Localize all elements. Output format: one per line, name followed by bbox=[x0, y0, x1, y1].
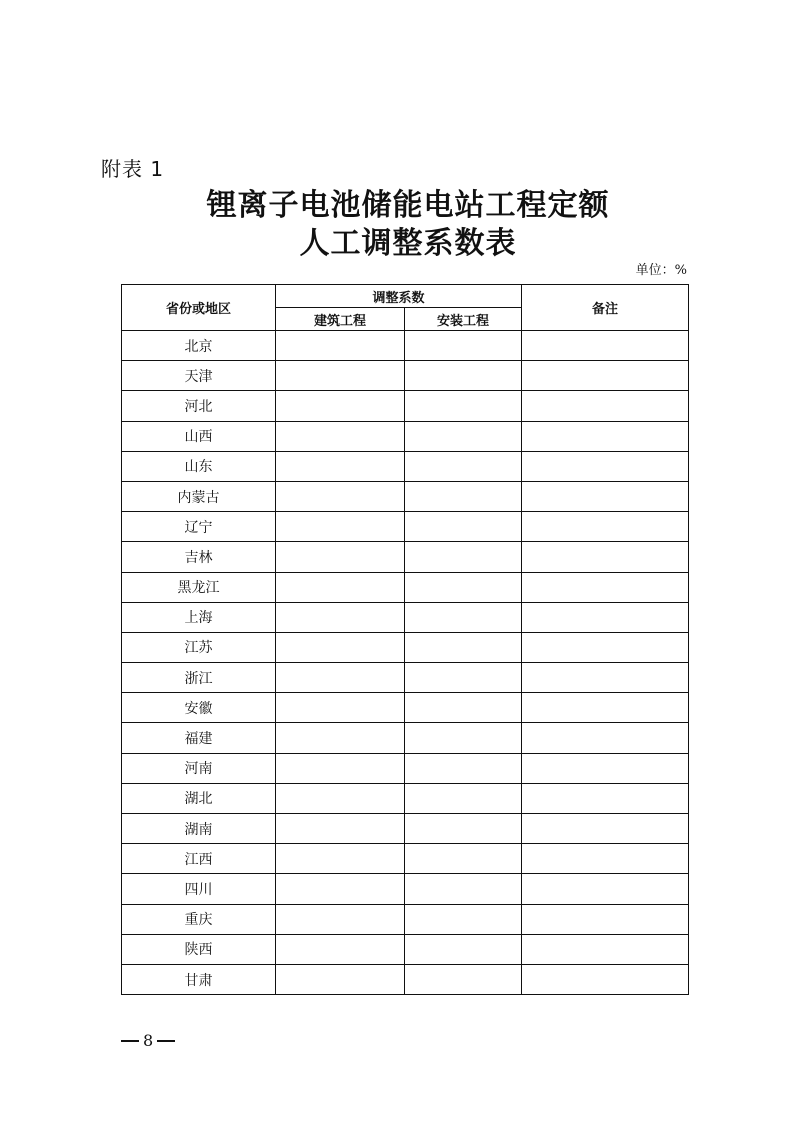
table-row bbox=[122, 481, 689, 511]
footer-dash-left bbox=[121, 1040, 139, 1042]
remark-cell bbox=[522, 361, 689, 391]
remark-cell bbox=[522, 844, 689, 874]
remark-cell bbox=[522, 753, 689, 783]
install-coefficient-cell bbox=[405, 572, 522, 602]
building-coefficient-cell bbox=[276, 783, 405, 813]
building-coefficient-cell bbox=[276, 391, 405, 421]
remark-cell bbox=[522, 874, 689, 904]
region-cell: 湖南 bbox=[122, 814, 276, 844]
region-cell: 河南 bbox=[122, 753, 276, 783]
remark-cell bbox=[522, 331, 689, 361]
region-cell: 甘肃 bbox=[122, 964, 276, 994]
table-row bbox=[122, 723, 689, 753]
header-installation-engineering: 安装工程 bbox=[405, 308, 522, 331]
table-row bbox=[122, 542, 689, 572]
install-coefficient-cell bbox=[405, 814, 522, 844]
building-coefficient-cell bbox=[276, 934, 405, 964]
table-row bbox=[122, 632, 689, 662]
building-coefficient-cell bbox=[276, 844, 405, 874]
remark-cell bbox=[522, 421, 689, 451]
table-row bbox=[122, 693, 689, 723]
remark-cell bbox=[522, 663, 689, 693]
remark-cell bbox=[522, 723, 689, 753]
region-cell: 四川 bbox=[122, 874, 276, 904]
table-body bbox=[122, 331, 689, 995]
building-coefficient-cell bbox=[276, 723, 405, 753]
region-cell: 湖北 bbox=[122, 783, 276, 813]
region-cell: 北京 bbox=[122, 331, 276, 361]
remark-cell bbox=[522, 814, 689, 844]
table-row bbox=[122, 964, 689, 994]
install-coefficient-cell bbox=[405, 964, 522, 994]
install-coefficient-cell bbox=[405, 421, 522, 451]
table-row bbox=[122, 663, 689, 693]
remark-cell bbox=[522, 451, 689, 481]
building-coefficient-cell bbox=[276, 542, 405, 572]
header-remark: 备注 bbox=[522, 285, 689, 331]
table-row bbox=[122, 391, 689, 421]
remark-cell bbox=[522, 904, 689, 934]
install-coefficient-cell bbox=[405, 663, 522, 693]
table-row bbox=[122, 451, 689, 481]
remark-cell bbox=[522, 542, 689, 572]
region-cell: 辽宁 bbox=[122, 512, 276, 542]
region-cell: 上海 bbox=[122, 602, 276, 632]
region-cell: 重庆 bbox=[122, 904, 276, 934]
building-coefficient-cell bbox=[276, 421, 405, 451]
table-row bbox=[122, 572, 689, 602]
region-cell: 福建 bbox=[122, 723, 276, 753]
table-row bbox=[122, 934, 689, 964]
install-coefficient-cell bbox=[405, 331, 522, 361]
region-cell: 天津 bbox=[122, 361, 276, 391]
table-row bbox=[122, 814, 689, 844]
page-number: 8 bbox=[143, 1031, 154, 1050]
document-title-line1: 锂离子电池储能电站工程定额 bbox=[206, 188, 610, 223]
region-cell: 山西 bbox=[122, 421, 276, 451]
install-coefficient-cell bbox=[405, 844, 522, 874]
building-coefficient-cell bbox=[276, 632, 405, 662]
table-row bbox=[122, 421, 689, 451]
install-coefficient-cell bbox=[405, 512, 522, 542]
table-row bbox=[122, 361, 689, 391]
region-cell: 江苏 bbox=[122, 632, 276, 662]
region-cell: 浙江 bbox=[122, 663, 276, 693]
install-coefficient-cell bbox=[405, 783, 522, 813]
table-row bbox=[122, 331, 689, 361]
install-coefficient-cell bbox=[405, 874, 522, 904]
region-cell: 河北 bbox=[122, 391, 276, 421]
table-row bbox=[122, 512, 689, 542]
building-coefficient-cell bbox=[276, 693, 405, 723]
building-coefficient-cell bbox=[276, 964, 405, 994]
remark-cell bbox=[522, 602, 689, 632]
region-cell: 安徽 bbox=[122, 693, 276, 723]
table-row bbox=[122, 783, 689, 813]
table-row bbox=[122, 844, 689, 874]
building-coefficient-cell bbox=[276, 602, 405, 632]
region-cell: 山东 bbox=[122, 451, 276, 481]
table-row bbox=[122, 874, 689, 904]
region-cell: 江西 bbox=[122, 844, 276, 874]
header-building-engineering: 建筑工程 bbox=[276, 308, 405, 331]
remark-cell bbox=[522, 481, 689, 511]
building-coefficient-cell bbox=[276, 481, 405, 511]
building-coefficient-cell bbox=[276, 512, 405, 542]
building-coefficient-cell bbox=[276, 451, 405, 481]
page-footer bbox=[121, 1031, 175, 1051]
install-coefficient-cell bbox=[405, 904, 522, 934]
install-coefficient-cell bbox=[405, 934, 522, 964]
building-coefficient-cell bbox=[276, 331, 405, 361]
document-title-line2: 人工调整系数表 bbox=[299, 226, 517, 261]
header-region: 省份或地区 bbox=[122, 285, 276, 331]
building-coefficient-cell bbox=[276, 904, 405, 934]
building-coefficient-cell bbox=[276, 572, 405, 602]
region-cell: 陕西 bbox=[122, 934, 276, 964]
install-coefficient-cell bbox=[405, 542, 522, 572]
header-adjustment-coefficient: 调整系数 bbox=[276, 285, 522, 308]
building-coefficient-cell bbox=[276, 663, 405, 693]
install-coefficient-cell bbox=[405, 602, 522, 632]
building-coefficient-cell bbox=[276, 814, 405, 844]
remark-cell bbox=[522, 693, 689, 723]
footer-dash-right bbox=[157, 1040, 175, 1042]
table-row bbox=[122, 753, 689, 783]
install-coefficient-cell bbox=[405, 753, 522, 783]
remark-cell bbox=[522, 572, 689, 602]
install-coefficient-cell bbox=[405, 723, 522, 753]
building-coefficient-cell bbox=[276, 753, 405, 783]
install-coefficient-cell bbox=[405, 632, 522, 662]
building-coefficient-cell bbox=[276, 361, 405, 391]
install-coefficient-cell bbox=[405, 693, 522, 723]
remark-cell bbox=[522, 964, 689, 994]
remark-cell bbox=[522, 391, 689, 421]
attachment-label: 附表 1 bbox=[101, 157, 165, 181]
install-coefficient-cell bbox=[405, 451, 522, 481]
install-coefficient-cell bbox=[405, 481, 522, 511]
region-cell: 内蒙古 bbox=[122, 481, 276, 511]
region-cell: 吉林 bbox=[122, 542, 276, 572]
table-row bbox=[122, 904, 689, 934]
table-row bbox=[122, 602, 689, 632]
remark-cell bbox=[522, 783, 689, 813]
remark-cell bbox=[522, 934, 689, 964]
install-coefficient-cell bbox=[405, 391, 522, 421]
region-cell: 黑龙江 bbox=[122, 572, 276, 602]
remark-cell bbox=[522, 512, 689, 542]
building-coefficient-cell bbox=[276, 874, 405, 904]
adjustment-coefficient-table bbox=[121, 284, 689, 995]
install-coefficient-cell bbox=[405, 361, 522, 391]
remark-cell bbox=[522, 632, 689, 662]
unit-label: 单位：% bbox=[635, 263, 687, 278]
